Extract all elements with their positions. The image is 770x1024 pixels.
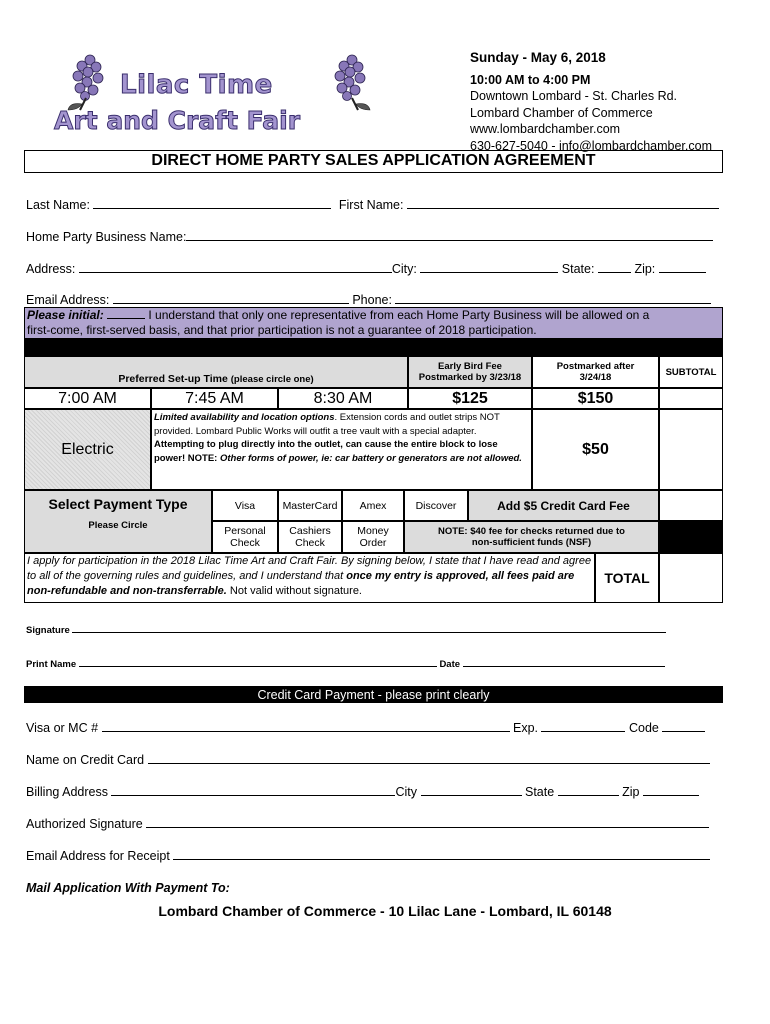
- event-location: Downtown Lombard - St. Charles Rd.: [470, 89, 678, 103]
- subtotal-header: SUBTOTAL: [659, 356, 723, 388]
- early-bird-line1: Early Bird Fee: [438, 361, 502, 372]
- setup-time-note: (please circle one): [230, 374, 314, 385]
- billing-state-label: State: [524, 785, 555, 799]
- electric-note-3: Attempting to plug directly into the outlet, can cause the entire block to lose power! NOTE:: [154, 439, 498, 464]
- billing-row: [26, 784, 699, 799]
- logo-title-line2: Art and Craft Fair: [54, 106, 301, 135]
- state-label: State:: [561, 262, 595, 276]
- zip-label: Zip:: [634, 262, 656, 276]
- agreement-text-3: Not valid without signature.: [229, 585, 362, 597]
- credit-card-header: Credit Card Payment - please print clearly: [24, 686, 723, 703]
- time-option-700[interactable]: 7:00 AM: [24, 388, 151, 409]
- logo-title-line1: Lilac Time: [120, 70, 273, 100]
- initial-field[interactable]: [107, 308, 145, 319]
- early-bird-header: [408, 356, 532, 388]
- name-on-card-row: [26, 752, 710, 767]
- event-date: Sunday - May 6, 2018: [470, 50, 606, 65]
- first-name-field[interactable]: [407, 197, 719, 209]
- phone-label: Phone:: [352, 293, 392, 307]
- event-contact: 630-627-5040 - info@lombardchamber.com: [470, 138, 712, 153]
- address-label: Address:: [26, 262, 76, 276]
- mail-label: Mail Application With Payment To:: [26, 881, 230, 895]
- time-option-745[interactable]: 7:45 AM: [151, 388, 278, 409]
- blacked-out-cell: [659, 521, 723, 553]
- first-name-label: First Name:: [338, 198, 404, 212]
- discover-option[interactable]: Discover: [404, 490, 468, 521]
- postmarked-after-header: [532, 356, 659, 388]
- mastercard-option[interactable]: MasterCard: [278, 490, 342, 521]
- agreement-text-2: once my entry is approved, all fees paid are non-refundable and non-transferrable.: [27, 570, 575, 597]
- date-label: Date: [439, 659, 461, 670]
- electric-option[interactable]: Electric: [24, 409, 151, 490]
- address-field[interactable]: [79, 261, 392, 273]
- billing-state-field[interactable]: [558, 784, 619, 796]
- post-line1: Postmarked after: [556, 361, 635, 372]
- code-label: Code: [628, 721, 659, 735]
- signature-label: Signature: [26, 625, 70, 636]
- setup-time-label: Preferred Set-up Time: [118, 373, 228, 385]
- email-row: [26, 292, 711, 307]
- business-name-field[interactable]: [186, 229, 713, 241]
- last-name-field[interactable]: [93, 197, 331, 209]
- payment-type-sub: Please Circle: [88, 520, 148, 531]
- billing-address-field[interactable]: [111, 784, 395, 796]
- signature-field[interactable]: [72, 624, 666, 633]
- divider-bar: [24, 339, 723, 356]
- form-title: DIRECT HOME PARTY SALES APPLICATION AGREEMENT: [24, 150, 723, 173]
- event-logo: [50, 50, 390, 140]
- email-receipt-row: [26, 848, 710, 863]
- name-on-card-field[interactable]: [148, 752, 710, 764]
- print-name-row: [26, 658, 665, 670]
- nsf-note-line2: non-sufficient funds (NSF): [471, 537, 592, 548]
- city-label: City:: [391, 262, 417, 276]
- print-name-field[interactable]: [79, 658, 437, 667]
- early-bird-line2: Postmarked by 3/23/18: [418, 372, 522, 383]
- lilac-flower-icon: [60, 52, 120, 112]
- city-field[interactable]: [420, 261, 558, 273]
- event-website[interactable]: www.lombardchamber.com: [470, 122, 621, 136]
- email-label: Email Address:: [26, 293, 110, 307]
- time-option-830[interactable]: 8:30 AM: [278, 388, 408, 409]
- payment-type-box: [24, 490, 212, 553]
- cashiers-check-line1: Cashiers: [289, 525, 331, 537]
- card-number-row: [26, 720, 705, 735]
- billing-city-label: City: [395, 785, 418, 799]
- business-name-label: Home Party Business Name:: [26, 230, 187, 244]
- card-number-field[interactable]: [102, 720, 510, 732]
- payment-type-title: Select Payment Type: [48, 496, 188, 512]
- nsf-note-line1: NOTE: $40 fee for checks returned due to: [438, 526, 625, 537]
- exp-field[interactable]: [541, 720, 625, 732]
- subtotal-electric-field[interactable]: [659, 409, 723, 490]
- subtotal-cc-fee-field[interactable]: [659, 490, 723, 521]
- late-price: $150: [532, 388, 659, 409]
- agreement-text-1: I apply for participation in the 2018 Lilac Time Art and Craft Fair. By signing below, I state that I have read and agree to all of the governing rules and guidelines, and I understand that: [27, 555, 592, 582]
- date-field[interactable]: [463, 658, 665, 667]
- mail-address: Lombard Chamber of Commerce - 10 Lilac Lane - Lombard, IL 60148: [158, 903, 612, 919]
- agreement-text: [24, 553, 595, 603]
- state-field[interactable]: [598, 261, 631, 273]
- phone-field[interactable]: [395, 292, 711, 304]
- electric-notes: [151, 409, 532, 490]
- event-hours: 10:00 AM to 4:00 PM: [470, 72, 591, 87]
- initial-box: [24, 307, 723, 339]
- money-order-option[interactable]: Money Order: [342, 521, 404, 553]
- initial-text-2: first-come, first-served basis, and that prior participation is not a guarantee of 2018 participation.: [27, 323, 537, 337]
- zip-field[interactable]: [659, 261, 706, 273]
- electric-note-1: Limited availability and location options: [154, 412, 335, 423]
- personal-check-line1: Personal: [224, 525, 266, 537]
- email-receipt-label: Email Address for Receipt: [26, 849, 170, 863]
- name-row: [26, 197, 719, 212]
- print-name-label: Print Name: [26, 659, 77, 670]
- initial-text-1: I understand that only one representative from each Home Party Business will be allowed on a: [148, 308, 650, 322]
- billing-city-field[interactable]: [421, 784, 522, 796]
- amex-option[interactable]: Amex: [342, 490, 404, 521]
- subtotal-fee-field[interactable]: [659, 388, 723, 409]
- exp-label: Exp.: [512, 721, 538, 735]
- auth-signature-field[interactable]: [146, 816, 709, 828]
- billing-zip-field[interactable]: [643, 784, 699, 796]
- signature-row: [26, 624, 666, 636]
- auth-signature-label: Authorized Signature: [26, 817, 143, 831]
- electric-note-2: . Extension cords and outlet strips NOT provided. Lombard Public Works will outfit a tree vault with a special adapter.: [154, 412, 500, 437]
- code-field[interactable]: [662, 720, 705, 732]
- business-row: [26, 229, 713, 244]
- nsf-note: [404, 521, 659, 553]
- cashiers-check-line2: Check: [295, 537, 325, 549]
- setup-time-header: [24, 356, 408, 388]
- electric-note-4: Other forms of power, ie: car battery or generators are not allowed.: [219, 452, 522, 464]
- visa-option[interactable]: Visa: [212, 490, 278, 521]
- event-org: Lombard Chamber of Commerce: [470, 105, 653, 120]
- early-bird-price: $125: [408, 388, 532, 409]
- lilac-flower-icon: [322, 52, 382, 112]
- email-receipt-field[interactable]: [173, 848, 710, 860]
- address-row: [26, 261, 706, 276]
- cashiers-check-option[interactable]: [278, 521, 342, 553]
- post-line2: 3/24/18: [579, 372, 612, 383]
- email-field[interactable]: [113, 292, 349, 304]
- total-label: TOTAL: [595, 553, 659, 603]
- billing-address-label: Billing Address: [26, 785, 108, 799]
- billing-zip-label: Zip: [622, 785, 640, 799]
- last-name-label: Last Name:: [26, 198, 90, 212]
- total-field[interactable]: [659, 553, 723, 603]
- auth-sig-row: [26, 816, 709, 831]
- cc-fee-label: Add $5 Credit Card Fee: [468, 490, 659, 521]
- personal-check-option[interactable]: [212, 521, 278, 553]
- electric-price: $50: [532, 409, 659, 490]
- personal-check-line2: Check: [230, 537, 260, 549]
- name-on-card-label: Name on Credit Card: [26, 753, 145, 767]
- event-info: [470, 50, 712, 154]
- card-number-label: Visa or MC #: [26, 721, 99, 735]
- initial-label: Please initial:: [27, 308, 104, 322]
